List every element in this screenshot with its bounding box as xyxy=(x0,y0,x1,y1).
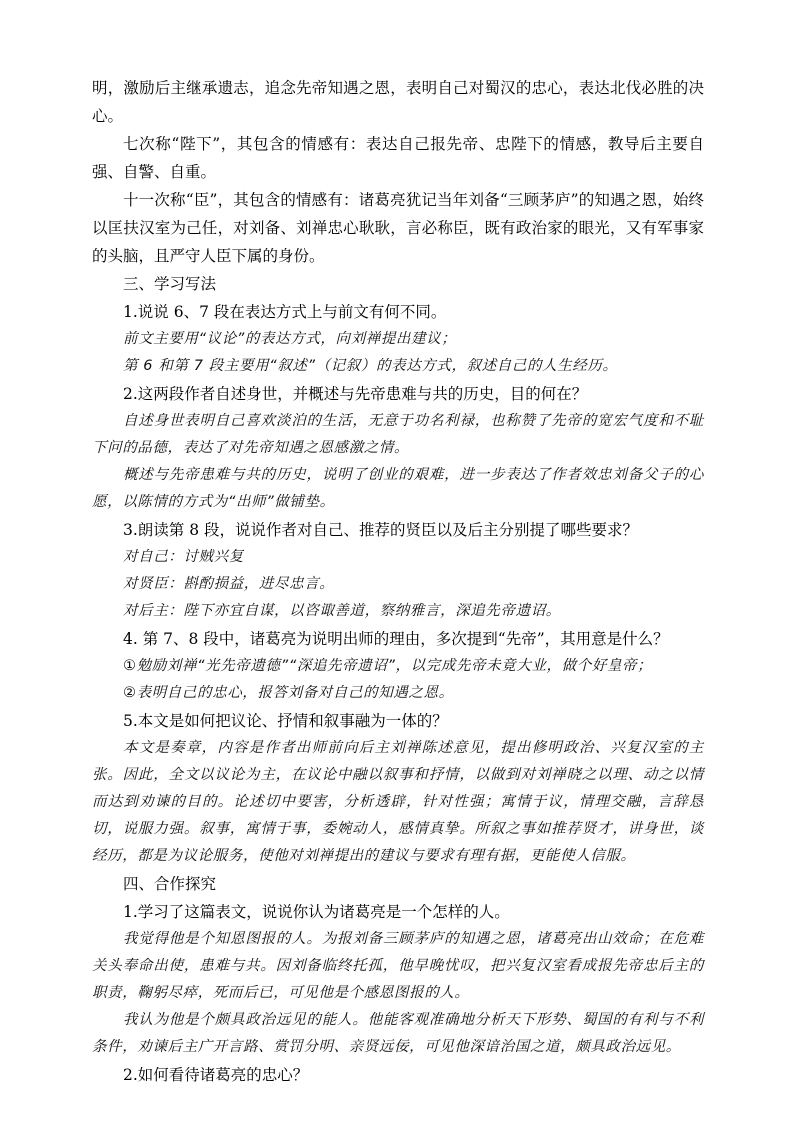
answer-1b: 第 6 和第 7 段主要用“叙述”（记叙）的表达方式，叙述自己的人生经历。 xyxy=(123,358,618,374)
question-coop-1: 1.学习了这篇表文，说说你认为诸葛亮是一个怎样的人。 xyxy=(123,903,510,921)
section-heading-cooperation: 四、合作探究 xyxy=(123,875,217,893)
question-2: 2.这两段作者自述身世，并概述与先帝患难与共的历史，目的何在？ xyxy=(123,385,588,403)
answer-3c: 对后主：陛下亦宜自谋，以咨诹善道，察纳雅言，深追先帝遗诏。 xyxy=(123,603,561,619)
answer-1a: 前文主要用“议论”的表达方式，向刘禅提出建议； xyxy=(123,331,457,347)
answer-5: 本文是奏章，内容是作者出师前向后主刘禅陈述意见，提出修明政治、兴复汉室的主张。因此，全文以议论为主，在议论中融以叙事和抒情，以做到对刘禅晓之以理、动之以情而达到劝谏的目的。论述切中要害，分析透辟，针对性强；寓情于议，情理交融，言辞恳切，说服力强。叙事，寓情于事，委婉动人，感情真挚。所叙之事如推荐贤才，讲身世，谈经历，都是为议论服务，使他对刘禅提出的建议与要求有理有据，更能使人信服。 xyxy=(92,740,704,864)
question-1: 1.说说 6、7 段在表达方式上与前文有何不同。 xyxy=(123,303,447,321)
question-3: 3.朗读第 8 段，说说作者对自己、推荐的贤臣以及后主分别提了哪些要求？ xyxy=(123,521,639,539)
answer-4a: ①勉励刘禅“光先帝遗德”“深追先帝遗诏”，以完成先帝未竟大业，做个好皇帝； xyxy=(123,658,653,674)
question-coop-2: 2.如何看待诸葛亮的忠心？ xyxy=(123,1066,309,1084)
document-body xyxy=(92,74,704,1089)
paragraph-bixia: 七次称“陛下”，其包含的情感有：表达自己报先帝、忠陛下的情感，教导后主要自强、自警、自重。 xyxy=(92,135,704,181)
answer-4b: ②表明自己的忠心，报答刘备对自己的知遇之恩。 xyxy=(123,685,454,701)
question-4: 4. 第 7、8 段中，诸葛亮为说明出师的理由，多次提到“先帝”，其用意是什么？ xyxy=(123,630,669,648)
question-5: 5.本文是如何把议论、抒情和叙事融为一体的？ xyxy=(123,712,448,730)
answer-coop-1b: 我认为他是个颇具政治远见的能人。他能客观准确地分析天下形势、蜀国的有利与不利条件，劝谏后主广开言路、赏罚分明、亲贤远佞，可见他深谙治国之道，颇具政治远见。 xyxy=(92,1012,704,1055)
answer-3b: 对贤臣：斟酌损益，进尽忠言。 xyxy=(123,576,335,592)
answer-coop-1a: 我觉得他是个知恩图报的人。为报刘备三顾茅庐的知遇之恩，诸葛亮出山效命；在危难关头奉命出使，患难与共。因刘备临终托孤，他早晚忧叹，把兴复汉室看成报先帝忠后主的职责，鞠躬尽瘁，死而后已，可见他是个感恩图报的人。 xyxy=(92,931,704,1001)
answer-2a: 自述身世表明自己喜欢淡泊的生活，无意于功名利禄，也称赞了先帝的宽宏气度和不耻下问的品德，表达了对先帝知遇之恩感激之情。 xyxy=(92,413,704,456)
answer-3a: 对自己：讨贼兴复 xyxy=(123,549,244,565)
section-heading-writing: 三、学习写法 xyxy=(123,275,217,293)
paragraph-intro-cont: 明，激励后主继承遗志，追念先帝知遇之恩，表明自己对蜀汉的忠心，表达北伐必胜的决心。 xyxy=(92,79,704,125)
answer-2b: 概述与先帝患难与共的历史，说明了创业的艰难，进一步表达了作者效忠刘备父子的心愿，以陈情的方式为“出师”做铺垫。 xyxy=(92,467,704,510)
paragraph-chen: 十一次称“臣”，其包含的情感有：诸葛亮犹记当年刘备“三顾茅庐”的知遇之恩，始终以匡扶汉室为己任，对刘备、刘禅忠心耿耿，言必称臣，既有政治家的眼光，又有军事家的头脑，且严守人臣下属的身份。 xyxy=(92,191,704,265)
